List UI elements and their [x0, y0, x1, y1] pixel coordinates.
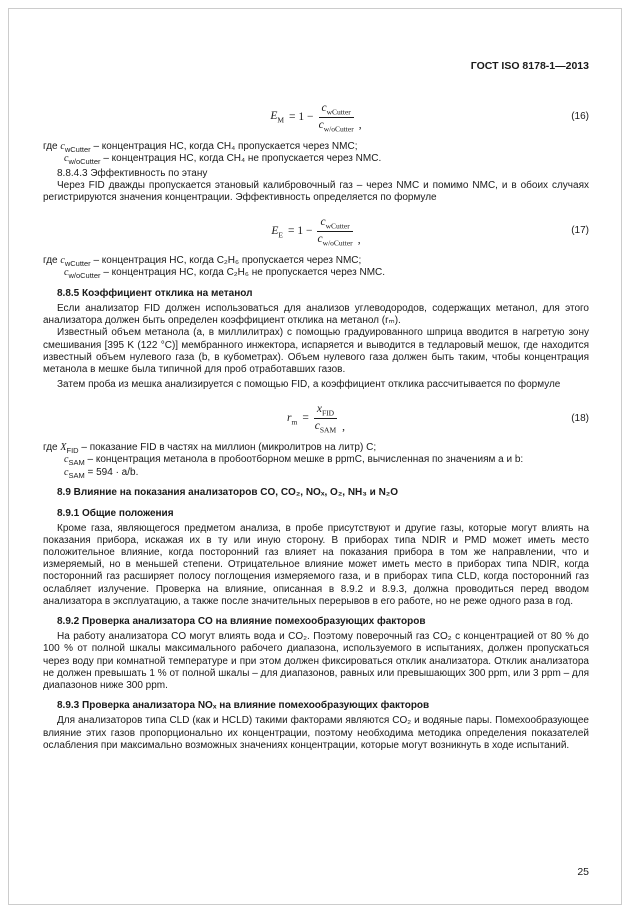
paragraph: Затем проба из мешка анализируется с помощью FID, а коэффициент отклика рассчитывается по формуле — [57, 379, 561, 391]
formula-lhs — [271, 225, 283, 239]
subclause-title-8-8-4-3: 8.8.4.3 Эффективность по этану — [57, 167, 208, 179]
paragraph: Через FID дважды пропускается этановый калибровочный газ – через NMC и помимо NMC, и в обоих случаях регистрируются значения концентрации. Эффективность определяется по формуле — [43, 179, 589, 203]
formula-variable: r — [287, 411, 292, 424]
formula-17 — [43, 216, 589, 247]
definition-line — [43, 153, 589, 166]
formula-variable: c — [64, 454, 69, 466]
formula-subscript: m — [291, 416, 298, 426]
definition-line — [43, 141, 589, 154]
fraction-numerator — [319, 102, 354, 118]
formula-subscript: wCutter — [64, 258, 91, 268]
equation-number-18: (18) — [571, 412, 589, 424]
section-heading-8-9: 8.9 Влияние на показания анализаторов CO, CO₂, NOₓ, O₂, NH₃ и N₂O — [57, 487, 399, 499]
formula-variable: c — [64, 267, 69, 279]
paragraph: Для анализаторов типа CLD (как и HCLD) такими факторами являются CO₂ и водяные пары. Помехообразующее влияние этих газов пропорционально их концентрации, поэтому необходима методика определения показателей ослабления при максимально возможных значениях концентрации, которые могут возникнуть в ходе испытаний. — [43, 715, 589, 751]
definition-line — [43, 267, 589, 280]
formula-subscript: SAM — [319, 425, 337, 435]
formula-variable: c — [314, 420, 320, 433]
page-number: 25 — [577, 866, 589, 878]
section-heading-8-9-3: 8.9.3 Проверка анализатора NOₓ на влияние помехообразующих факторов — [57, 700, 430, 712]
equation-17 — [43, 216, 589, 247]
section-heading-8-9-2: 8.9.2 Проверка анализатора CO на влияние помехообразующих факторов — [57, 616, 426, 628]
formula-variable: E — [271, 224, 279, 237]
definition-line — [43, 454, 589, 467]
formula-variable: x — [316, 403, 322, 416]
formula-lhs — [270, 110, 284, 124]
formula-comma: , — [342, 420, 345, 433]
formula-subscript: SAM — [68, 458, 85, 468]
definition-line — [43, 467, 589, 480]
equals-operator: = 1 − — [289, 110, 314, 123]
where-word: где — [43, 254, 61, 266]
formula-variable: X — [60, 441, 67, 453]
fraction — [317, 216, 352, 247]
paragraph: Если анализатор FID должен использоваться для анализов углеводородов, содержащих метанол, для этого анализатора должен быть определен коэффициент отклика на метанол (rₘ). — [43, 302, 589, 327]
definition-text: – концентрация HC, когда CH₄ пропускается через NMC; — [90, 140, 358, 152]
formula-variable: c — [320, 216, 326, 229]
fraction — [314, 403, 337, 434]
formula-subscript: FID — [321, 408, 335, 418]
equation-16 — [43, 102, 589, 133]
formula-16 — [43, 102, 589, 133]
definition-text: – концентрация HC, когда CH₄ не пропускается через NMC. — [100, 153, 382, 165]
formula-variable: c — [60, 140, 65, 152]
formula-variable: c — [64, 466, 69, 478]
formula-subscript: w/oCutter — [68, 271, 101, 281]
formula-variable: c — [60, 254, 65, 266]
fraction-denominator — [315, 419, 336, 434]
paragraph: На работу анализатора CO могут влиять вода и CO₂. Поэтому поверочный газ CO₂ с концентрацией от 80 % до 100 % от полной шкалы максимального рабочего диапазона, используемого в испытаниях, должен пропускаться через воду при комнатной температуре и при этом должен фиксироваться отклик анализатора. Отклик анализатора не должен превышать 1 % от полной шкалы – для диапазонов, равных или превышающих 300 ppm, или 3 ppm – для диапазонов ниже 300 ppm. — [43, 631, 589, 691]
formula-subscript: M — [277, 115, 285, 125]
section-heading-8-8-5: 8.8.5 Коэффициент отклика на метанол — [57, 287, 253, 299]
document-body — [43, 90, 589, 752]
equals-operator: = 1 − — [287, 224, 313, 237]
fraction — [319, 102, 354, 133]
formula-variable: c — [64, 153, 69, 165]
paragraph: Известный объем метанола (a, в миллилитрах) с помощью градуированного шприца вводится в нагретую зону смешивания [395 K (122 °C)] мембранного инжектора, испаряется и выводится в тедларовый мешок, где находится известный объем нулевого газа (b, в кубометрах). Объем нулевого газа должен быть таким, чтобы концентрация метанола в мешке была типичной для проб отработавших газов. — [43, 327, 589, 375]
definition-text: – концентрация HC, когда C₂H₆ пропускается через NMC; — [90, 254, 362, 266]
definition-line — [43, 255, 589, 268]
fraction-numerator — [317, 216, 352, 232]
formula-subscript: wCutter — [64, 144, 91, 154]
definition-text: – концентрация метанола в пробоотборном мешке в ppmC, вычисленная по значениям a и b: — [84, 454, 524, 466]
formula-subscript: wCutter — [326, 107, 351, 117]
fraction-numerator — [314, 403, 337, 419]
equation-number-17: (17) — [571, 225, 589, 237]
formula-subscript: w/oCutter — [322, 238, 353, 248]
equals-operator: = — [302, 411, 309, 424]
fraction-denominator — [318, 232, 353, 247]
formula-comma: , — [358, 119, 362, 132]
equation-number-16: (16) — [571, 111, 589, 123]
formula-variable: c — [321, 102, 327, 114]
formula-subscript: wCutter — [325, 221, 350, 231]
definition-text: – концентрация HC, когда C₂H₆ не пропускается через NMC. — [100, 267, 386, 279]
formula-variable: c — [318, 118, 324, 131]
where-word: где — [43, 441, 61, 453]
equation-18 — [43, 403, 589, 434]
definition-line — [43, 442, 589, 455]
definition-text: – показание FID в частях на миллион (микролитров на литр) C; — [78, 441, 377, 453]
fraction-denominator — [319, 118, 354, 133]
formula-subscript: w/oCutter — [323, 124, 354, 134]
definition-text: = 594 · a/b. — [84, 466, 139, 478]
paragraph: Кроме газа, являющегося предметом анализа, в пробе присутствуют и другие газы, которые могут влиять на показания прибора, искажая их в ту или иную сторону. В приборах типа NDIR и PMD может иметь место положительное влияние, когда посторонний газ влияет на показания прибора в том же направлении, что и измеряемый, но в меньшей степени. Отрицательное влияние может иметь место в приборах типа NDIR, когда посторонний газ расширяет полосу поглощения измеряемого газа, и в приборах типа CLD, когда посторонний газ ослабляет излучение. Проверка на влияние, описанная в 8.9.2 и 8.9.3, должна проводиться перед вводом анализатора в эксплуатацию, а также после значительных перерывов в его работе, но не реже одного раза в год. — [43, 522, 589, 607]
section-heading-8-9-1: 8.9.1 Общие положения — [57, 507, 174, 519]
formula-subscript: E — [278, 229, 283, 239]
formula-subscript: FID — [66, 445, 79, 455]
formula-18 — [43, 403, 589, 434]
where-word: где — [43, 140, 61, 152]
formula-subscript: SAM — [68, 470, 85, 480]
formula-subscript: w/oCutter — [68, 157, 101, 167]
formula-variable: c — [317, 232, 323, 245]
document-header-title: ГОСТ ISO 8178-1—2013 — [470, 60, 589, 72]
formula-variable: E — [270, 110, 278, 123]
formula-lhs — [287, 412, 297, 426]
formula-comma: , — [357, 233, 361, 246]
